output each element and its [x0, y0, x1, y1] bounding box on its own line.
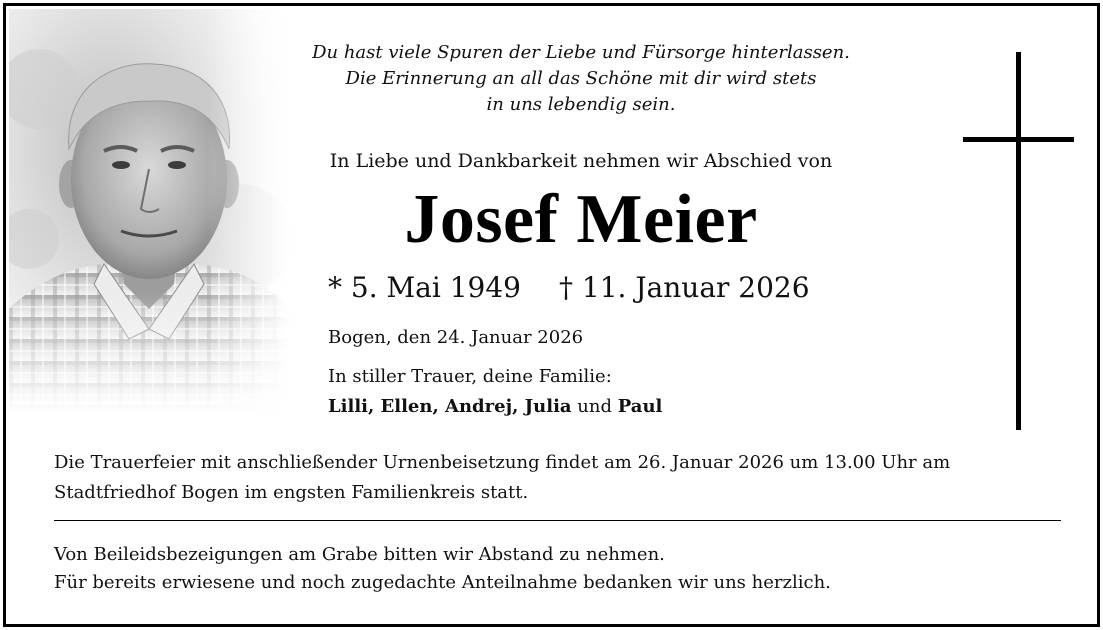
section-divider: [54, 520, 1061, 521]
farewell-intro: In Liebe und Dankbarkeit nehmen wir Abschied von: [329, 150, 833, 172]
mourners-names: [328, 394, 662, 420]
mourners-names-part2: Paul: [617, 396, 663, 417]
obituary-frame: [3, 3, 1100, 627]
mourners-intro: In stiller Trauer, deine Familie:: [328, 366, 612, 387]
verse-line-2: Die Erinnerung an all das Schöne mit dir wird stets: [345, 68, 817, 89]
place-and-date: Bogen, den 24. Januar 2026: [328, 327, 584, 348]
mourners-names-part1: Lilli, Ellen, Andrej, Julia: [328, 396, 572, 417]
birth-date: * 5. Mai 1949: [328, 271, 521, 304]
death-date: † 11. Januar 2026: [559, 271, 810, 304]
deceased-name: Josef Meier: [404, 181, 758, 258]
closing-line-2: Für bereits erwiesene und noch zugedachte Anteilnahme bedanken wir uns herzlich.: [54, 572, 831, 593]
funeral-notice: Die Trauerfeier mit anschließender Urnenbeisetzung findet am 26. Januar 2026 um 13.00 Uhr am Stadtfriedhof Bogen im engsten Familienkreis statt.: [54, 452, 951, 503]
verse-line-3: in uns lebendig sein.: [486, 94, 676, 115]
date-spacer: [521, 268, 559, 308]
life-dates: [328, 268, 810, 308]
cross-icon: [1016, 52, 1021, 430]
verse-line-1: Du hast viele Spuren der Liebe und Fürsorge hinterlassen.: [312, 42, 850, 63]
closing-line-1: Von Beileidsbezeigungen am Grabe bitten wir Abstand zu nehmen.: [54, 544, 665, 565]
mourners-connector: und: [571, 396, 618, 417]
cross-icon-bar: [963, 137, 1074, 142]
memorial-verse: [181, 40, 981, 118]
closing-note: [54, 541, 1064, 597]
